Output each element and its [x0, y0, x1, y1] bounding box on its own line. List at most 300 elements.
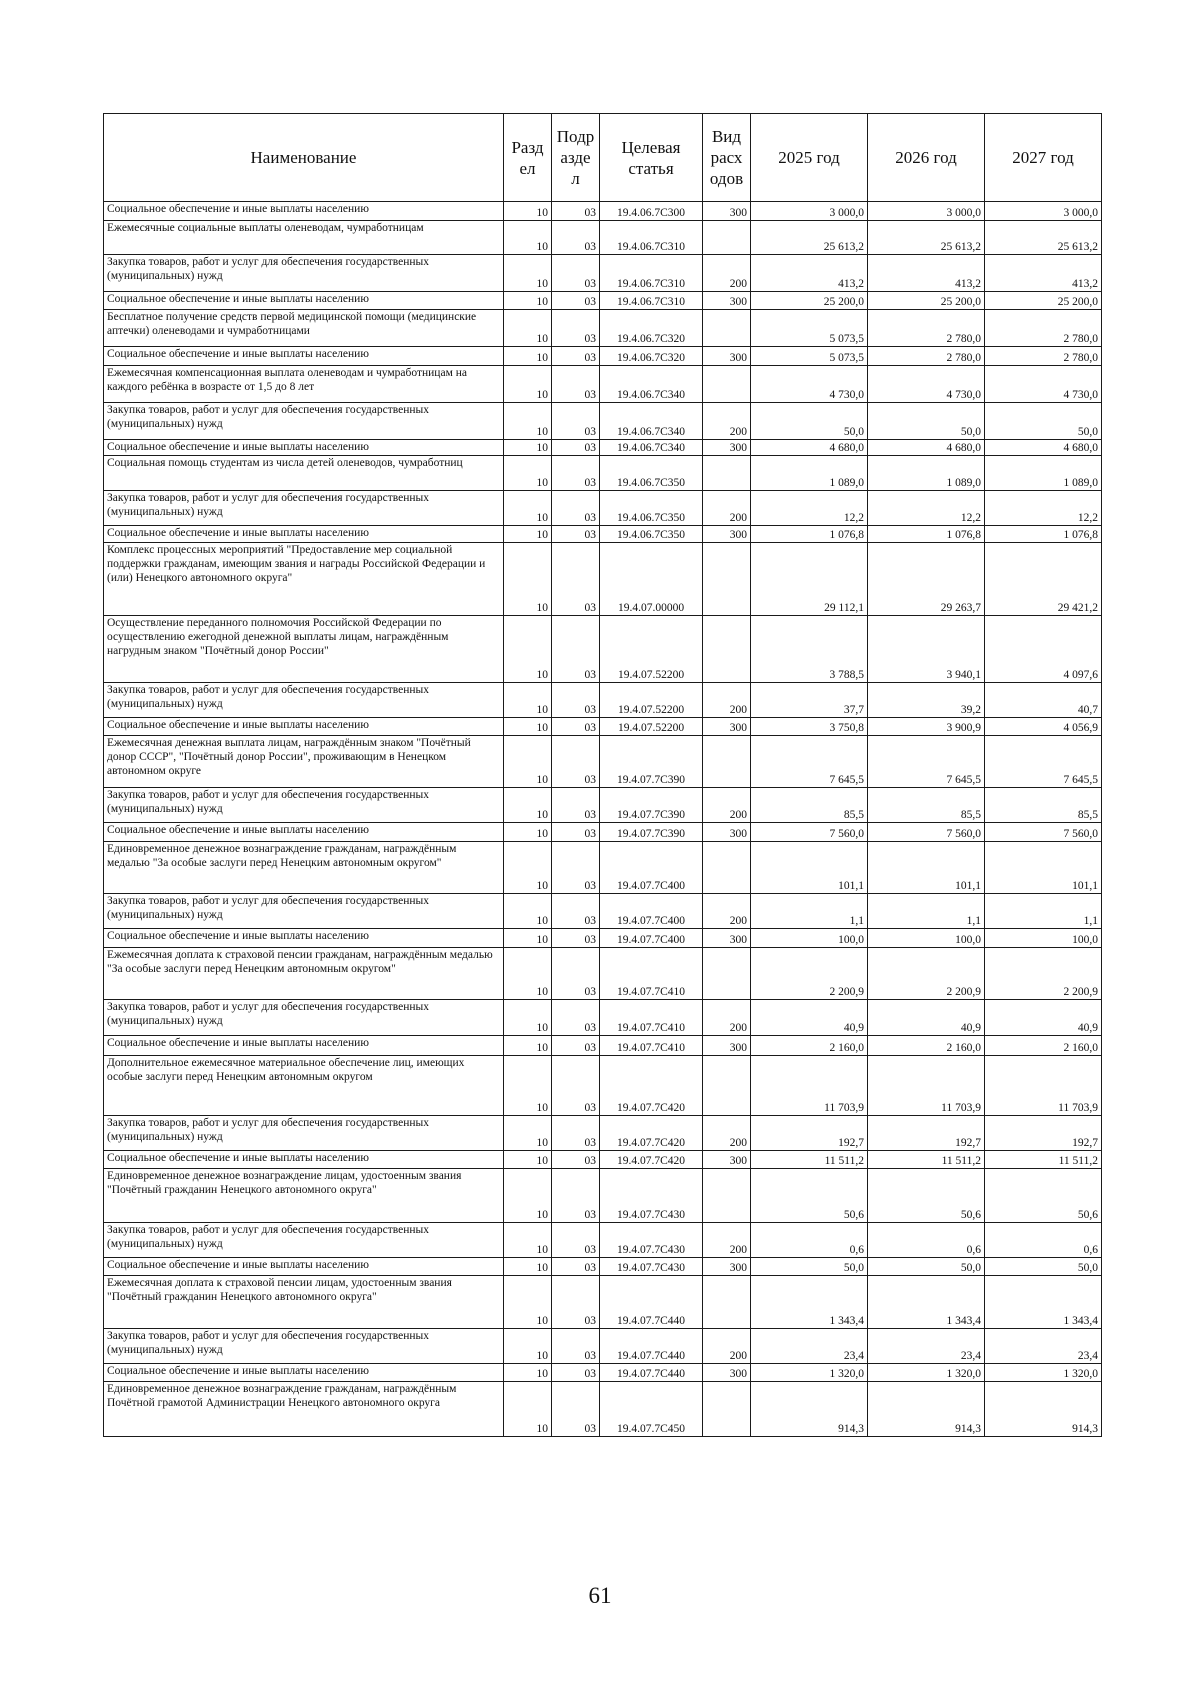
row-section: 10: [504, 616, 552, 683]
row-value-2027: 1 320,0: [985, 1364, 1102, 1382]
row-expense-type: 200: [703, 1000, 751, 1036]
row-value-2027: 914,3: [985, 1382, 1102, 1437]
row-value-2027: 2 200,9: [985, 948, 1102, 1000]
row-expense-type: 200: [703, 1329, 751, 1364]
row-value-2025: 11 703,9: [751, 1056, 868, 1116]
table-row: [104, 683, 1102, 718]
row-subsection: 03: [552, 366, 600, 403]
row-name: Единовременное денежное вознаграждение гражданам, награждённым Почётной грамотой Администрации Ненецкого автономного округа: [104, 1382, 504, 1437]
row-target-article: 19.4.07.7С440: [600, 1276, 703, 1329]
row-target-article: 19.4.07.52200: [600, 718, 703, 736]
row-value-2027: 2 780,0: [985, 347, 1102, 366]
row-value-2026: 1 076,8: [868, 526, 985, 543]
row-value-2025: 37,7: [751, 683, 868, 718]
row-subsection: 03: [552, 1151, 600, 1169]
row-value-2027: 4 097,6: [985, 616, 1102, 683]
row-name: Закупка товаров, работ и услуг для обеспечения государственных (муниципальных) нужд: [104, 894, 504, 929]
row-expense-type: 300: [703, 292, 751, 310]
row-expense-type: [703, 366, 751, 403]
row-section: 10: [504, 1116, 552, 1151]
row-value-2025: 7 645,5: [751, 736, 868, 788]
row-expense-type: 300: [703, 718, 751, 736]
row-expense-type: [703, 1276, 751, 1329]
row-name: Ежемесячная компенсационная выплата оленеводам и чумработницам на каждого ребёнка в возрасте от 1,5 до 8 лет: [104, 366, 504, 403]
row-expense-type: 200: [703, 1223, 751, 1258]
row-value-2026: 100,0: [868, 929, 985, 948]
row-value-2027: 40,7: [985, 683, 1102, 718]
row-subsection: 03: [552, 1276, 600, 1329]
row-name: Социальное обеспечение и иные выплаты населению: [104, 1258, 504, 1276]
table-row: [104, 948, 1102, 1000]
row-target-article: 19.4.07.52200: [600, 683, 703, 718]
row-value-2025: 5 073,5: [751, 347, 868, 366]
row-target-article: 19.4.07.7С400: [600, 929, 703, 948]
row-name: Социальное обеспечение и иные выплаты населению: [104, 202, 504, 221]
row-subsection: 03: [552, 1056, 600, 1116]
row-subsection: 03: [552, 894, 600, 929]
row-section: 10: [504, 440, 552, 456]
row-subsection: 03: [552, 1169, 600, 1223]
row-value-2025: 5 073,5: [751, 310, 868, 347]
table-row: [104, 1329, 1102, 1364]
row-value-2025: 29 112,1: [751, 543, 868, 616]
row-value-2025: 100,0: [751, 929, 868, 948]
table-row: [104, 788, 1102, 823]
row-target-article: 19.4.07.7С400: [600, 894, 703, 929]
row-expense-type: [703, 1382, 751, 1437]
row-value-2026: 2 160,0: [868, 1036, 985, 1056]
row-value-2027: 25 613,2: [985, 221, 1102, 255]
row-section: 10: [504, 1258, 552, 1276]
row-target-article: 19.4.07.7С410: [600, 948, 703, 1000]
row-target-article: 19.4.06.7С310: [600, 255, 703, 292]
row-value-2026: 413,2: [868, 255, 985, 292]
row-value-2025: 4 680,0: [751, 440, 868, 456]
row-expense-type: [703, 736, 751, 788]
row-section: 10: [504, 366, 552, 403]
row-value-2027: 25 200,0: [985, 292, 1102, 310]
row-value-2025: 40,9: [751, 1000, 868, 1036]
table-row: [104, 221, 1102, 255]
row-value-2025: 23,4: [751, 1329, 868, 1364]
row-value-2025: 12,2: [751, 491, 868, 526]
row-value-2025: 25 613,2: [751, 221, 868, 255]
row-expense-type: 200: [703, 683, 751, 718]
row-subsection: 03: [552, 948, 600, 1000]
row-value-2026: 4 730,0: [868, 366, 985, 403]
row-subsection: 03: [552, 1116, 600, 1151]
row-subsection: 03: [552, 202, 600, 221]
row-value-2027: 1 089,0: [985, 456, 1102, 491]
row-subsection: 03: [552, 403, 600, 440]
row-value-2025: 11 511,2: [751, 1151, 868, 1169]
row-value-2026: 25 613,2: [868, 221, 985, 255]
row-subsection: 03: [552, 718, 600, 736]
row-target-article: 19.4.06.7С340: [600, 366, 703, 403]
row-target-article: 19.4.06.7С320: [600, 310, 703, 347]
row-name: Единовременное денежное вознаграждение лицам, удостоенным звания "Почётный гражданин Ненецкого автономного округа": [104, 1169, 504, 1223]
table-row: [104, 1036, 1102, 1056]
row-name: Социальное обеспечение и иные выплаты населению: [104, 292, 504, 310]
row-target-article: 19.4.07.7С400: [600, 842, 703, 894]
row-target-article: 19.4.07.7С420: [600, 1116, 703, 1151]
row-section: 10: [504, 221, 552, 255]
row-value-2026: 1 089,0: [868, 456, 985, 491]
row-value-2025: 3 750,8: [751, 718, 868, 736]
row-section: 10: [504, 1036, 552, 1056]
row-target-article: 19.4.06.7С350: [600, 526, 703, 543]
row-section: 10: [504, 788, 552, 823]
row-value-2027: 100,0: [985, 929, 1102, 948]
row-name: Социальное обеспечение и иные выплаты населению: [104, 440, 504, 456]
row-name: Закупка товаров, работ и услуг для обеспечения государственных (муниципальных) нужд: [104, 1329, 504, 1364]
header-2025: 2025 год: [751, 114, 868, 202]
table-row: [104, 1276, 1102, 1329]
row-name: Ежемесячная доплата к страховой пенсии гражданам, награждённым медалью "За особые заслуги перед Ненецким автономным округом": [104, 948, 504, 1000]
row-section: 10: [504, 403, 552, 440]
row-subsection: 03: [552, 347, 600, 366]
row-value-2025: 413,2: [751, 255, 868, 292]
row-value-2026: 4 680,0: [868, 440, 985, 456]
row-name: Закупка товаров, работ и услуг для обеспечения государственных (муниципальных) нужд: [104, 683, 504, 718]
row-value-2027: 50,6: [985, 1169, 1102, 1223]
row-target-article: 19.4.07.7С430: [600, 1169, 703, 1223]
table-row: [104, 347, 1102, 366]
row-subsection: 03: [552, 255, 600, 292]
row-value-2027: 0,6: [985, 1223, 1102, 1258]
row-value-2026: 39,2: [868, 683, 985, 718]
row-section: 10: [504, 456, 552, 491]
row-expense-type: [703, 948, 751, 1000]
row-value-2026: 3 000,0: [868, 202, 985, 221]
row-target-article: 19.4.07.7С390: [600, 823, 703, 842]
row-section: 10: [504, 310, 552, 347]
table-row: [104, 491, 1102, 526]
row-value-2026: 1,1: [868, 894, 985, 929]
table-row: [104, 1364, 1102, 1382]
row-value-2027: 1 076,8: [985, 526, 1102, 543]
row-value-2026: 3 940,1: [868, 616, 985, 683]
row-target-article: 19.4.06.7С310: [600, 292, 703, 310]
row-value-2025: 2 200,9: [751, 948, 868, 1000]
row-subsection: 03: [552, 543, 600, 616]
row-value-2027: 4 680,0: [985, 440, 1102, 456]
row-value-2025: 0,6: [751, 1223, 868, 1258]
table-row: [104, 842, 1102, 894]
row-expense-type: [703, 310, 751, 347]
row-value-2026: 23,4: [868, 1329, 985, 1364]
row-value-2027: 1 343,4: [985, 1276, 1102, 1329]
row-value-2026: 11 511,2: [868, 1151, 985, 1169]
row-target-article: 19.4.07.7С420: [600, 1056, 703, 1116]
row-section: 10: [504, 526, 552, 543]
row-name: Социальное обеспечение и иные выплаты населению: [104, 1036, 504, 1056]
row-subsection: 03: [552, 823, 600, 842]
row-value-2027: 413,2: [985, 255, 1102, 292]
table-row: [104, 718, 1102, 736]
row-section: 10: [504, 894, 552, 929]
row-subsection: 03: [552, 221, 600, 255]
row-name: Социальная помощь студентам из числа детей оленеводов, чумработниц: [104, 456, 504, 491]
row-name: Ежемесячная доплата к страховой пенсии лицам, удостоенным звания "Почётный гражданин Ненецкого автономного округа": [104, 1276, 504, 1329]
row-target-article: 19.4.06.7С300: [600, 202, 703, 221]
row-value-2026: 101,1: [868, 842, 985, 894]
row-name: Социальное обеспечение и иные выплаты населению: [104, 823, 504, 842]
row-section: 10: [504, 1364, 552, 1382]
row-subsection: 03: [552, 1258, 600, 1276]
row-expense-type: 300: [703, 440, 751, 456]
row-value-2026: 1 320,0: [868, 1364, 985, 1382]
row-target-article: 19.4.07.7С450: [600, 1382, 703, 1437]
table-row: [104, 526, 1102, 543]
table-header-row: [104, 114, 1102, 202]
row-section: 10: [504, 683, 552, 718]
row-section: 10: [504, 1223, 552, 1258]
row-target-article: 19.4.07.00000: [600, 543, 703, 616]
row-value-2025: 50,0: [751, 1258, 868, 1276]
row-name: Закупка товаров, работ и услуг для обеспечения государственных (муниципальных) нужд: [104, 491, 504, 526]
table-row: [104, 456, 1102, 491]
row-value-2026: 12,2: [868, 491, 985, 526]
row-value-2026: 40,9: [868, 1000, 985, 1036]
row-section: 10: [504, 1056, 552, 1116]
row-section: 10: [504, 543, 552, 616]
row-expense-type: 200: [703, 788, 751, 823]
row-value-2026: 85,5: [868, 788, 985, 823]
row-section: 10: [504, 1169, 552, 1223]
row-subsection: 03: [552, 440, 600, 456]
row-value-2027: 50,0: [985, 1258, 1102, 1276]
row-value-2025: 914,3: [751, 1382, 868, 1437]
row-subsection: 03: [552, 616, 600, 683]
table-row: [104, 366, 1102, 403]
row-value-2025: 50,0: [751, 403, 868, 440]
row-value-2027: 1,1: [985, 894, 1102, 929]
row-expense-type: [703, 221, 751, 255]
row-target-article: 19.4.07.7С420: [600, 1151, 703, 1169]
row-value-2026: 50,0: [868, 1258, 985, 1276]
row-name: Закупка товаров, работ и услуг для обеспечения государственных (муниципальных) нужд: [104, 403, 504, 440]
row-value-2026: 2 780,0: [868, 310, 985, 347]
row-value-2027: 2 780,0: [985, 310, 1102, 347]
row-section: 10: [504, 255, 552, 292]
row-value-2025: 101,1: [751, 842, 868, 894]
table-row: [104, 1151, 1102, 1169]
table-row: [104, 403, 1102, 440]
table-row: [104, 1382, 1102, 1437]
row-expense-type: 300: [703, 1258, 751, 1276]
table-row: [104, 1056, 1102, 1116]
row-value-2027: 7 645,5: [985, 736, 1102, 788]
row-subsection: 03: [552, 736, 600, 788]
row-name: Социальное обеспечение и иные выплаты населению: [104, 1364, 504, 1382]
row-value-2027: 85,5: [985, 788, 1102, 823]
row-expense-type: 200: [703, 255, 751, 292]
row-value-2026: 1 343,4: [868, 1276, 985, 1329]
header-section: Разд ел: [504, 114, 552, 202]
row-name: Социальное обеспечение и иные выплаты населению: [104, 526, 504, 543]
row-value-2025: 4 730,0: [751, 366, 868, 403]
row-value-2026: 192,7: [868, 1116, 985, 1151]
row-name: Закупка товаров, работ и услуг для обеспечения государственных (муниципальных) нужд: [104, 1000, 504, 1036]
row-expense-type: [703, 1169, 751, 1223]
row-value-2025: 192,7: [751, 1116, 868, 1151]
row-expense-type: 200: [703, 1116, 751, 1151]
row-value-2026: 2 780,0: [868, 347, 985, 366]
row-subsection: 03: [552, 788, 600, 823]
row-value-2026: 7 560,0: [868, 823, 985, 842]
table-row: [104, 1000, 1102, 1036]
row-target-article: 19.4.07.7С410: [600, 1000, 703, 1036]
row-expense-type: [703, 456, 751, 491]
row-target-article: 19.4.07.7С440: [600, 1329, 703, 1364]
row-value-2027: 4 730,0: [985, 366, 1102, 403]
table-row: [104, 929, 1102, 948]
header-expense-type: Вид расх одов: [703, 114, 751, 202]
row-name: Закупка товаров, работ и услуг для обеспечения государственных (муниципальных) нужд: [104, 1223, 504, 1258]
row-expense-type: 300: [703, 1151, 751, 1169]
row-value-2025: 7 560,0: [751, 823, 868, 842]
row-section: 10: [504, 929, 552, 948]
table-row: [104, 543, 1102, 616]
row-section: 10: [504, 736, 552, 788]
row-value-2026: 7 645,5: [868, 736, 985, 788]
row-value-2025: 1 076,8: [751, 526, 868, 543]
row-target-article: 19.4.06.7С340: [600, 440, 703, 456]
header-2026: 2026 год: [868, 114, 985, 202]
header-subsection: Подр азде л: [552, 114, 600, 202]
row-value-2027: 7 560,0: [985, 823, 1102, 842]
table-row: [104, 1258, 1102, 1276]
row-value-2026: 914,3: [868, 1382, 985, 1437]
row-subsection: 03: [552, 310, 600, 347]
header-2027: 2027 год: [985, 114, 1102, 202]
row-name: Дополнительное ежемесячное материальное обеспечение лиц, имеющих особые заслуги перед Ненецким автономным округом: [104, 1056, 504, 1116]
row-value-2027: 12,2: [985, 491, 1102, 526]
table-row: [104, 1223, 1102, 1258]
table-row: [104, 894, 1102, 929]
row-subsection: 03: [552, 292, 600, 310]
row-target-article: 19.4.07.7С440: [600, 1364, 703, 1382]
row-section: 10: [504, 347, 552, 366]
row-value-2027: 3 000,0: [985, 202, 1102, 221]
row-value-2025: 85,5: [751, 788, 868, 823]
row-value-2025: 1 089,0: [751, 456, 868, 491]
row-target-article: 19.4.07.7С390: [600, 736, 703, 788]
row-value-2026: 3 900,9: [868, 718, 985, 736]
row-value-2026: 50,0: [868, 403, 985, 440]
budget-table: [103, 113, 1102, 1437]
row-target-article: 19.4.06.7С350: [600, 491, 703, 526]
row-subsection: 03: [552, 1036, 600, 1056]
row-subsection: 03: [552, 526, 600, 543]
row-value-2026: 2 200,9: [868, 948, 985, 1000]
row-section: 10: [504, 202, 552, 221]
row-name: Социальное обеспечение и иные выплаты населению: [104, 347, 504, 366]
row-name: Комплекс процессных мероприятий "Предоставление мер социальной поддержки гражданам, имеющим звания и награды Российской Федерации и (или) Ненецкого автономного округа": [104, 543, 504, 616]
row-value-2025: 3 000,0: [751, 202, 868, 221]
row-value-2025: 50,6: [751, 1169, 868, 1223]
row-expense-type: 200: [703, 894, 751, 929]
row-name: Закупка товаров, работ и услуг для обеспечения государственных (муниципальных) нужд: [104, 1116, 504, 1151]
row-name: Социальное обеспечение и иные выплаты населению: [104, 1151, 504, 1169]
row-expense-type: 300: [703, 823, 751, 842]
row-section: 10: [504, 823, 552, 842]
row-subsection: 03: [552, 456, 600, 491]
row-value-2025: 2 160,0: [751, 1036, 868, 1056]
row-subsection: 03: [552, 929, 600, 948]
row-target-article: 19.4.07.7С410: [600, 1036, 703, 1056]
row-value-2025: 3 788,5: [751, 616, 868, 683]
header-name: Наименование: [104, 114, 504, 202]
row-expense-type: [703, 616, 751, 683]
row-value-2025: 1 320,0: [751, 1364, 868, 1382]
row-name: Закупка товаров, работ и услуг для обеспечения государственных (муниципальных) нужд: [104, 788, 504, 823]
row-target-article: 19.4.06.7С320: [600, 347, 703, 366]
row-expense-type: 300: [703, 1364, 751, 1382]
table-row: [104, 202, 1102, 221]
row-expense-type: 200: [703, 403, 751, 440]
table-row: [104, 310, 1102, 347]
row-section: 10: [504, 491, 552, 526]
row-section: 10: [504, 948, 552, 1000]
table-row: [104, 1169, 1102, 1223]
row-value-2027: 50,0: [985, 403, 1102, 440]
table-row: [104, 736, 1102, 788]
row-section: 10: [504, 718, 552, 736]
page-number: 61: [588, 1583, 612, 1608]
row-name: Социальное обеспечение и иные выплаты населению: [104, 929, 504, 948]
row-section: 10: [504, 1000, 552, 1036]
row-expense-type: 200: [703, 491, 751, 526]
row-name: Осуществление переданного полномочия Российской Федерации по осуществлению ежегодной денежной выплаты лицам, награждённым нагрудным знаком "Почётный донор России": [104, 616, 504, 683]
row-name: Социальное обеспечение и иные выплаты населению: [104, 718, 504, 736]
row-expense-type: [703, 543, 751, 616]
row-value-2027: 4 056,9: [985, 718, 1102, 736]
row-target-article: 19.4.07.7С430: [600, 1258, 703, 1276]
row-section: 10: [504, 842, 552, 894]
row-target-article: 19.4.07.7С430: [600, 1223, 703, 1258]
row-section: 10: [504, 1382, 552, 1437]
row-subsection: 03: [552, 1382, 600, 1437]
row-name: Единовременное денежное вознаграждение гражданам, награждённым медалью "За особые заслуги перед Ненецким автономным округом": [104, 842, 504, 894]
row-section: 10: [504, 292, 552, 310]
row-value-2025: 1,1: [751, 894, 868, 929]
header-target-article: Целевая статья: [600, 114, 703, 202]
row-subsection: 03: [552, 1329, 600, 1364]
row-subsection: 03: [552, 683, 600, 718]
table-row: [104, 255, 1102, 292]
table-row: [104, 823, 1102, 842]
row-expense-type: [703, 1056, 751, 1116]
row-value-2026: 11 703,9: [868, 1056, 985, 1116]
row-expense-type: [703, 842, 751, 894]
row-value-2026: 0,6: [868, 1223, 985, 1258]
row-expense-type: 300: [703, 202, 751, 221]
row-value-2027: 23,4: [985, 1329, 1102, 1364]
row-expense-type: 300: [703, 526, 751, 543]
row-section: 10: [504, 1151, 552, 1169]
row-value-2027: 11 511,2: [985, 1151, 1102, 1169]
row-value-2027: 2 160,0: [985, 1036, 1102, 1056]
row-value-2025: 25 200,0: [751, 292, 868, 310]
row-expense-type: 300: [703, 929, 751, 948]
row-target-article: 19.4.06.7С310: [600, 221, 703, 255]
row-subsection: 03: [552, 842, 600, 894]
row-subsection: 03: [552, 1223, 600, 1258]
table-row: [104, 440, 1102, 456]
row-value-2026: 25 200,0: [868, 292, 985, 310]
